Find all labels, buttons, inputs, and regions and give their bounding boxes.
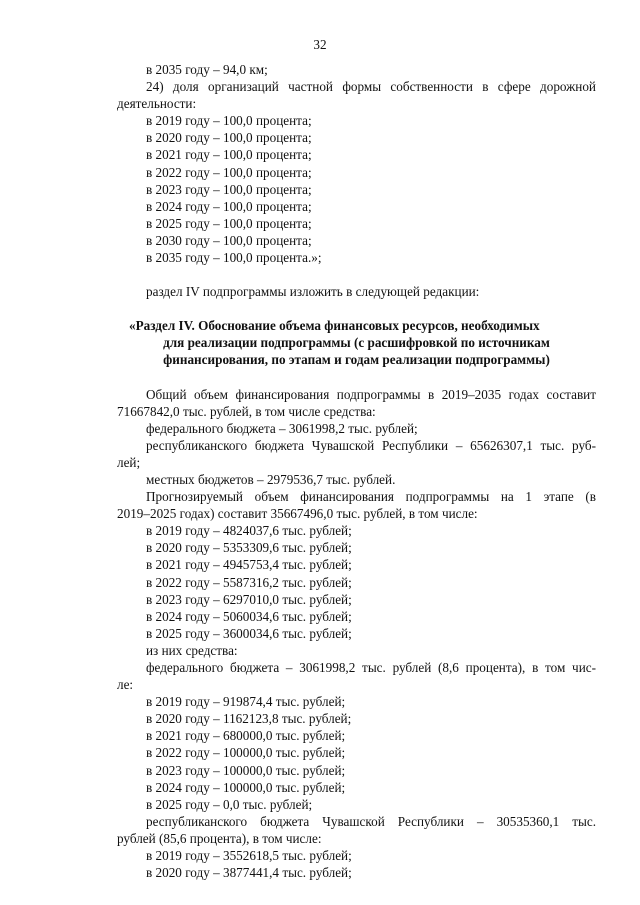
- text-line: в 2025 году – 100,0 процента;: [146, 215, 312, 231]
- text-line: в 2024 году – 100000,0 тыс. рублей;: [146, 779, 346, 795]
- blank-line: [117, 300, 596, 317]
- text-line: в 2023 году – 100,0 процента;: [146, 181, 312, 197]
- text-line: в 2035 году – 100,0 процента.»;: [146, 250, 322, 266]
- text-line: раздел IV подпрограммы изложить в следующей редакции:: [146, 284, 480, 300]
- text-line: лей;: [117, 454, 141, 470]
- text-line: ле:: [117, 677, 134, 693]
- text-line: в 2035 году – 94,0 км;: [146, 62, 268, 77]
- text-line: из них средства:: [146, 642, 238, 658]
- text-line: в 2022 году – 100000,0 тыс. рублей;: [146, 745, 346, 761]
- text-line: в 2020 году – 100,0 процента;: [146, 130, 312, 146]
- text-line: в 2020 году – 1162123,8 тыс. рублей;: [146, 711, 352, 727]
- text-line: рублей (85,6 процента), в том числе:: [117, 830, 322, 846]
- text-line: в 2021 году – 4945753,4 тыс. рублей;: [146, 557, 352, 573]
- blank-line: [117, 266, 596, 283]
- text-line: в 2030 году – 100,0 процента;: [146, 232, 312, 248]
- text-line: в 2021 году – 680000,0 тыс. рублей;: [146, 728, 346, 744]
- text-line: в 2025 году – 0,0 тыс. рублей;: [146, 796, 313, 812]
- text-line: республиканского бюджета Чувашской Республики – 65626307,1 тыс. руб-: [146, 437, 596, 453]
- document-body: [117, 61, 596, 881]
- text-line: в 2021 году – 100,0 процента;: [146, 147, 312, 163]
- text-line: в 2023 году – 6297010,0 тыс. рублей;: [146, 591, 352, 607]
- text-line: в 2024 году – 5060034,6 тыс. рублей;: [146, 608, 352, 624]
- text-line: в 2020 году – 5353309,6 тыс. рублей;: [146, 540, 352, 556]
- text-line: 24) доля организаций частной формы собственности в сфере дорожной: [146, 79, 596, 95]
- text-line: в 2024 году – 100,0 процента;: [146, 198, 312, 214]
- text-line: местных бюджетов – 2979536,7 тыс. рублей.: [146, 471, 396, 487]
- section-heading-line: «Раздел IV. Обоснование объема финансовых ресурсов, необходимых: [129, 318, 540, 334]
- text-line: в 2019 году – 919874,4 тыс. рублей;: [146, 694, 346, 710]
- text-line: в 2023 году – 100000,0 тыс. рублей;: [146, 762, 346, 778]
- text-line: 71667842,0 тыс. рублей, в том числе средства:: [117, 403, 376, 419]
- text-line: Прогнозируемый объем финансирования подпрограммы на 1 этапе (в: [146, 489, 596, 505]
- text-line: в 2020 году – 3877441,4 тыс. рублей;: [146, 865, 352, 881]
- text-line: 2019–2025 годах) составит 35667496,0 тыс. рублей, в том числе:: [117, 506, 478, 522]
- text-line: деятельности:: [117, 96, 197, 112]
- text-line: в 2022 году – 5587316,2 тыс. рублей;: [146, 574, 352, 590]
- text-line: республиканского бюджета Чувашской Республики – 30535360,1 тыс.: [146, 813, 596, 829]
- blank-line: [117, 369, 596, 386]
- text-line: в 2019 году – 4824037,6 тыс. рублей;: [146, 523, 352, 539]
- text-line: в 2022 году – 100,0 процента;: [146, 164, 312, 180]
- text-line: в 2019 году – 100,0 процента;: [146, 113, 312, 129]
- text-line: федерального бюджета – 3061998,2 тыс. рублей (8,6 процента), в том чис-: [146, 660, 596, 675]
- text-line: Общий объем финансирования подпрограммы в 2019–2035 годах составит: [146, 386, 596, 402]
- section-heading-line: финансирования, по этапам и годам реализации подпрограммы): [163, 352, 550, 368]
- text-line: федерального бюджета – 3061998,2 тыс. рублей;: [146, 420, 418, 436]
- text-line: в 2019 году – 3552618,5 тыс. рублей;: [146, 848, 352, 864]
- section-heading-line: для реализации подпрограммы (с расшифровкой по источникам: [163, 335, 550, 351]
- page-number: 32: [313, 37, 327, 52]
- text-line: в 2025 году – 3600034,6 тыс. рублей;: [146, 625, 352, 641]
